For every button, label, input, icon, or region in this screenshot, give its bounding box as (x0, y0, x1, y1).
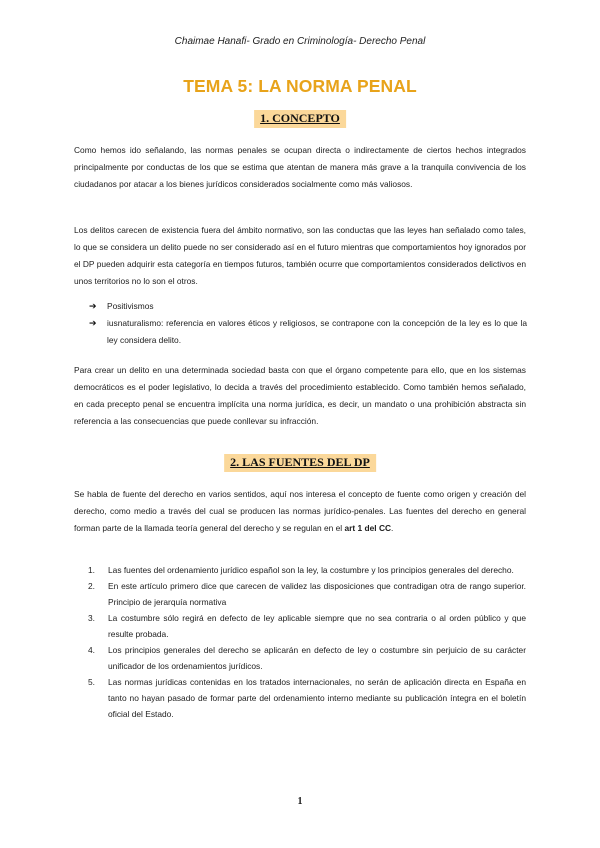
section-heading-text: 2. LAS FUENTES DEL DP (230, 455, 370, 469)
section-heading-concepto (254, 110, 346, 128)
list-number: 4. (88, 645, 95, 655)
arrow-icon: ➔ (89, 318, 97, 328)
arrow-item-text: iusnaturalismo: referencia en valores éticos y religiosos, se contrapone con la concepción de la ley es lo que la ley considera delito. (107, 318, 527, 345)
list-item (88, 578, 526, 610)
paragraph-text-end: . (391, 523, 394, 533)
list-item-text: Las normas jurídicas contenidas en los tratados internacionales, no serán de aplicación directa en España en tanto no hayan pasado de formar parte del ordenamiento interno mediante su publicación íntegra en el boletín oficial del Estado. (108, 677, 526, 719)
list-item (88, 562, 526, 578)
paragraph-concepto-3: Para crear un delito en una determinada sociedad basta con que el órgano competente para ello, que en los sistemas democráticos es el poder legislativo, lo decida a través del procedimiento establecido. Como también hemos señalado, en cada precepto penal se encuentra implícita una norma jurídica, es decir, un mandato o una prohibición abstracta sin referencia a las consecuencias que puede conllevar su infracción. (74, 365, 526, 426)
list-item-text: En este artículo primero dice que carecen de validez las disposiciones que contradigan otra de rango superior. Principio de jerarquía normativa (108, 581, 526, 607)
page-header: Chaimae Hanafi- Grado en Criminología- Derecho Penal (174, 36, 426, 47)
list-item-text: Las fuentes del ordenamiento jurídico español son la ley, la costumbre y los principios generales del derecho. (108, 565, 514, 575)
arrow-item-text: Positivismos (107, 301, 154, 311)
list-item-text: Los principios generales del derecho se aplicarán en defecto de ley o costumbre sin perjuicio de su carácter unificador de los ordenamientos jurídicos. (108, 645, 526, 671)
section-heading-text: 1. CONCEPTO (260, 111, 340, 125)
page-number: 1 (297, 796, 303, 807)
list-item (88, 674, 526, 722)
section-heading-fuentes (224, 454, 376, 472)
list-number: 5. (88, 677, 95, 687)
arrow-list (89, 298, 527, 349)
arrow-list-item (89, 298, 527, 315)
paragraph-fuentes-1 (74, 486, 526, 537)
numbered-list (88, 562, 526, 722)
list-item (88, 642, 526, 674)
paragraph-concepto-2: Los delitos carecen de existencia fuera del ámbito normativo, son las conductas que las leyes han señalado como tales, lo que se considera un delito puede no ser considerado así en el futuro mientras que comportamientos hoy ignorados por el DP pueden adquirir esta categoría en tiempos futuros, también ocurre que comportamientos considerados delictivos en unos territorios no lo son el otros. (74, 225, 526, 286)
list-number: 1. (88, 565, 95, 575)
legal-reference: art 1 del CC (344, 523, 392, 533)
list-item (88, 610, 526, 642)
list-number: 2. (88, 581, 95, 591)
list-item-text: La costumbre sólo regirá en defecto de ley aplicable siempre que no sea contraria o al orden público y que resulte probada. (108, 613, 526, 639)
arrow-icon: ➔ (89, 301, 97, 311)
paragraph-text: Se habla de fuente del derecho en varios sentidos, aquí nos interesa el concepto de fuente como origen y creación del derecho, como medio a través del cual se producen las normas jurídico-penales. Las fuentes del derecho en general forman parte de la llamada teoría general del derecho y se regulan en el (74, 489, 526, 533)
paragraph-concepto-1: Como hemos ido señalando, las normas penales se ocupan directa o indirectamente de ciertos hechos integrados principalmente por conductas de los que se estima que atentan de manera más grave a la tranquila convivencia de los ciudadanos por atacar a los bienes jurídicos considerados socialmente como más valiosos. (74, 145, 526, 189)
document-title: TEMA 5: LA NORMA PENAL (183, 76, 417, 96)
list-number: 3. (88, 613, 95, 623)
arrow-list-item (89, 315, 527, 349)
